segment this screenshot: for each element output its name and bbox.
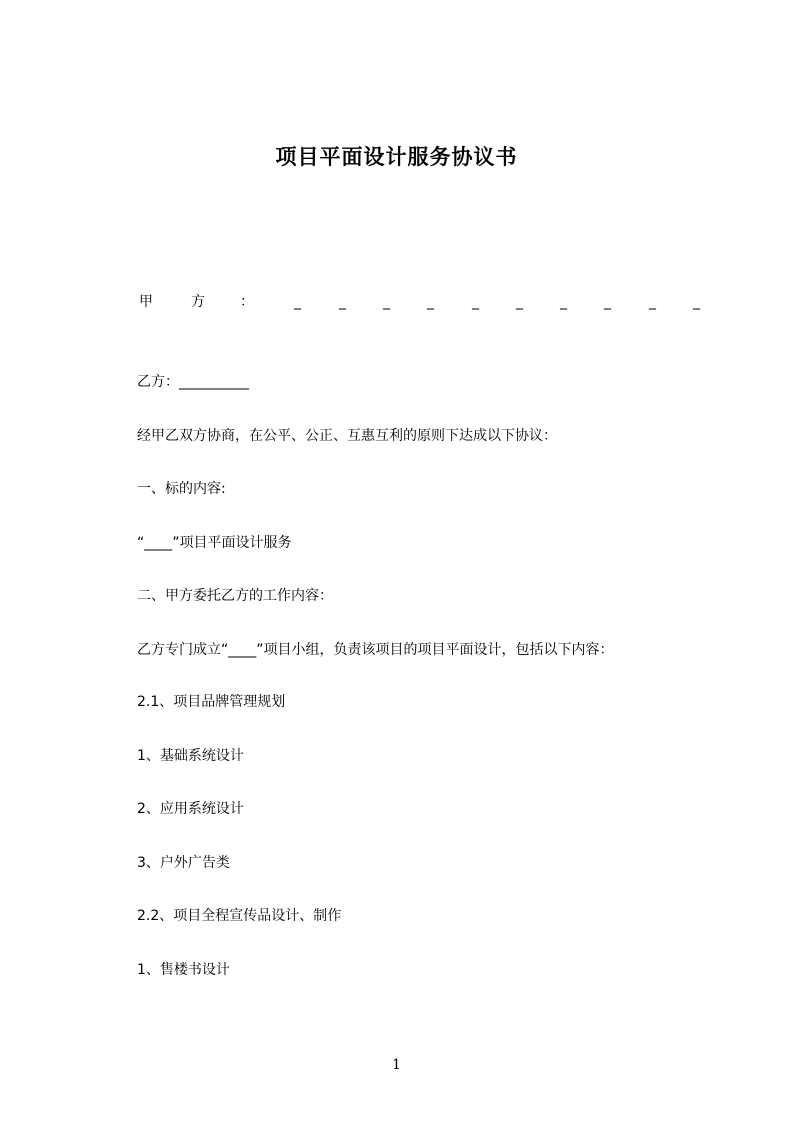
paragraph-intro: 经甲乙双方协商，在公平、公正、互惠互利的原则下达成以下协议： <box>137 428 557 444</box>
section-heading-subject: 一、标的内容: <box>137 481 226 497</box>
list-item-basic-system: 1、基础系统设计 <box>137 748 244 764</box>
party-a-label-char-2: 方 <box>191 294 205 310</box>
paragraph-subject-service: “____”项目平面设计服务 <box>137 535 292 551</box>
party-a-blank-8: _ <box>604 294 611 310</box>
party-a-blank-6: _ <box>516 294 523 310</box>
party-b-label: 乙方： <box>137 374 179 390</box>
section-heading-work-content: 二、甲方委托乙方的工作内容： <box>137 588 333 604</box>
party-b-line <box>137 372 249 392</box>
party-a-blank-7: _ <box>560 294 567 310</box>
party-a-label-char-1: 甲 <box>139 294 153 310</box>
party-a-blank-1: _ <box>294 294 301 310</box>
party-a-blank-4: _ <box>427 294 434 310</box>
party-a-blank-2: _ <box>339 294 346 310</box>
party-b-blank: __________ <box>179 374 249 390</box>
party-a-blank-3: _ <box>383 294 390 310</box>
party-a-line <box>137 292 703 316</box>
party-a-blank-10: _ <box>693 294 700 310</box>
paragraph-project-team: 乙方专门成立“____”项目小组，负责该项目的项目平面设计，包括以下内容： <box>137 642 614 658</box>
document-title: 项目平面设计服务协议书 <box>275 145 518 169</box>
list-item-sales-brochure: 1、售楼书设计 <box>137 962 230 978</box>
list-item-application-system: 2、应用系统设计 <box>137 801 244 817</box>
party-a-blank-5: _ <box>472 294 479 310</box>
party-a-blank-9: _ <box>649 294 656 310</box>
list-item-outdoor-ads: 3、户外广告类 <box>137 855 230 871</box>
page-number: 1 <box>392 1057 401 1073</box>
party-a-colon: ： <box>240 294 254 310</box>
subsection-promotional-materials: 2.2、项目全程宣传品设计、制作 <box>137 908 342 924</box>
subsection-brand-planning: 2.1、项目品牌管理规划 <box>137 694 286 710</box>
